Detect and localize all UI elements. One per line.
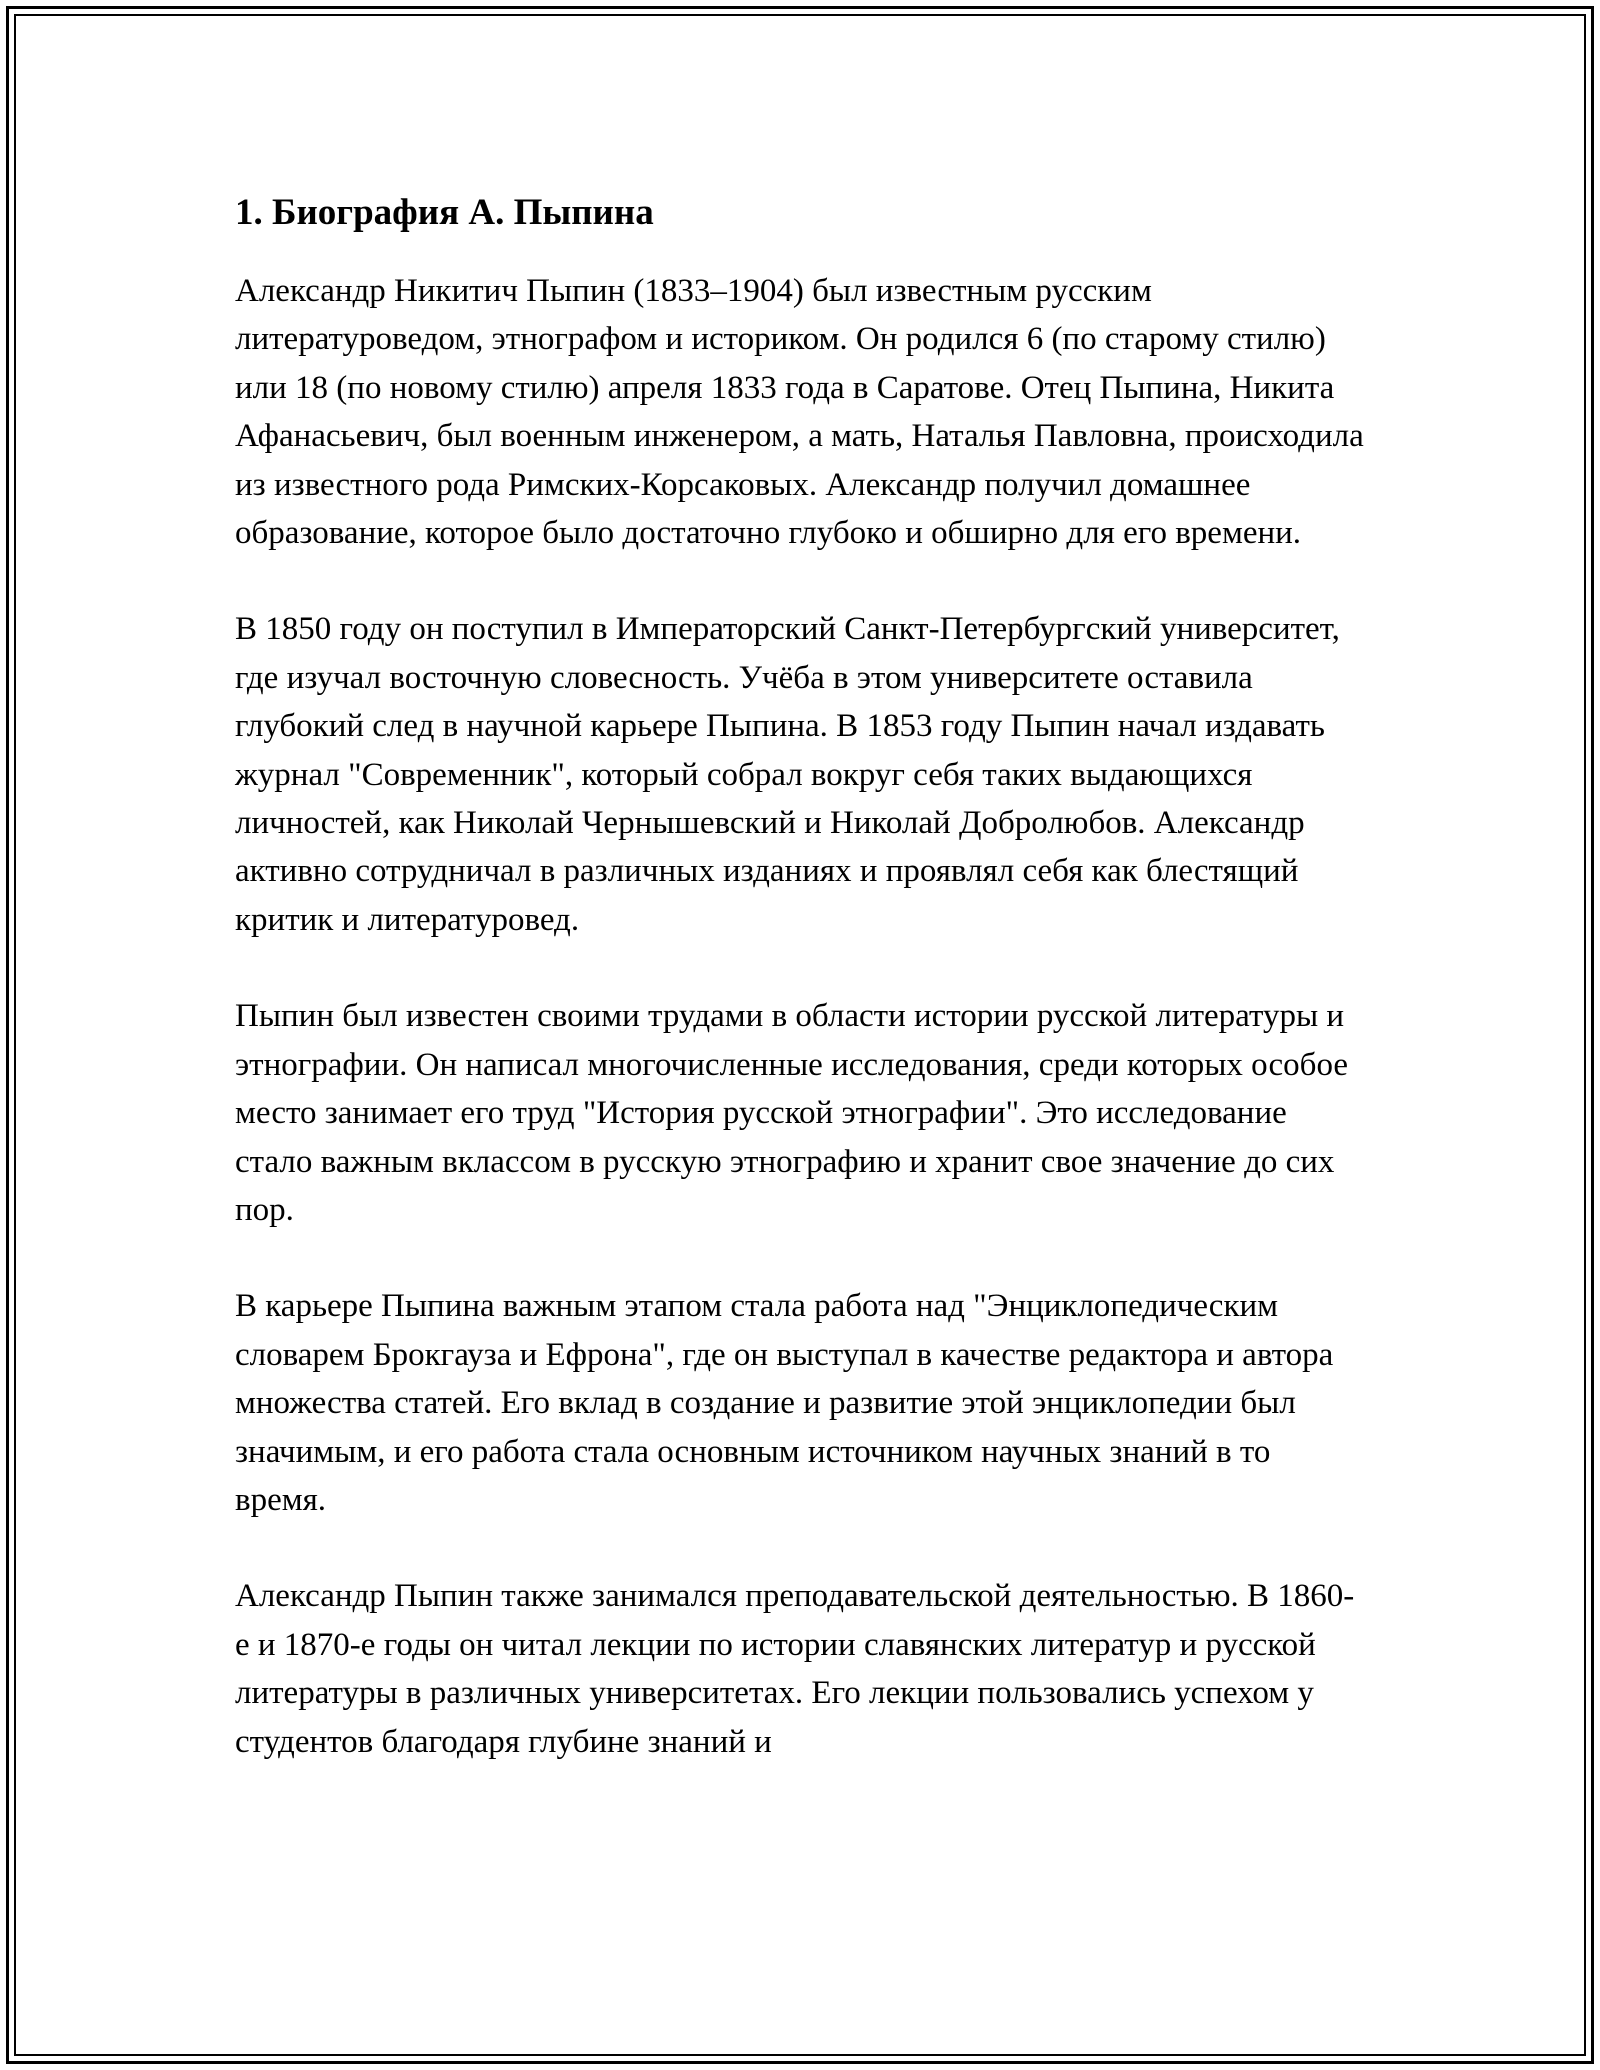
paragraph-1: Александр Никитич Пыпин (1833–1904) был известным русским литературоведом, этнографом и историком. Он родился 6 (по старому стилю) или 18 (по новому стилю) апреля 1833 года в Саратове. Отец Пыпина, Никита Афанасьевич, был военным инженером, а мать, Наталья Павловна, происходила из известного рода Римских-Корсаковых. Александр получил домашнее образование, которое было достаточно глубоко и обширно для его времени. (235, 273, 1364, 552)
paragraph-4: В карьере Пыпина важным этапом стала работа над "Энциклопедическим словарем Брокгауза и Ефрона", где он выступал в качестве редактора и автора множества статей. Его вклад в создание и развитие этой энциклопедии был значимым, и его работа стала основным источником научных знаний в то время. (235, 1288, 1334, 1518)
paragraph-3: Пыпин был известен своими трудами в области истории русской литературы и этнографии. Он написал многочисленные исследования, среди которых особое место занимает его труд "История русской этнографии". Это исследование стало важным вклассом в русскую этнографию и хранит свое значение до сих пор. (235, 998, 1348, 1228)
paragraph-2: В 1850 году он поступил в Императорский Санкт-Петербургский университет, где изучал восточную словесность. Учёба в этом университете оставила глубокий след в научной карьере Пыпина. В 1853 году Пыпин начал издавать журнал "Современник", который собрал вокруг себя таких выдающихся личностей, как Николай Чернышевский и Николай Добролюбов. Александр активно сотрудничал в различных изданиях и проявлял себя как блестящий критик и литературовед. (235, 611, 1340, 938)
paragraph-5: Александр Пыпин также занимался преподавательской деятельностью. В 1860-е и 1870-е годы он читал лекции по истории славянских литератур и русской литературы в различных университетах. Его лекции пользовались успехом у студентов благодаря глубине знаний и (235, 1578, 1355, 1760)
section-heading: 1. Биография А. Пыпина (235, 192, 654, 233)
document-body (235, 183, 1365, 1814)
